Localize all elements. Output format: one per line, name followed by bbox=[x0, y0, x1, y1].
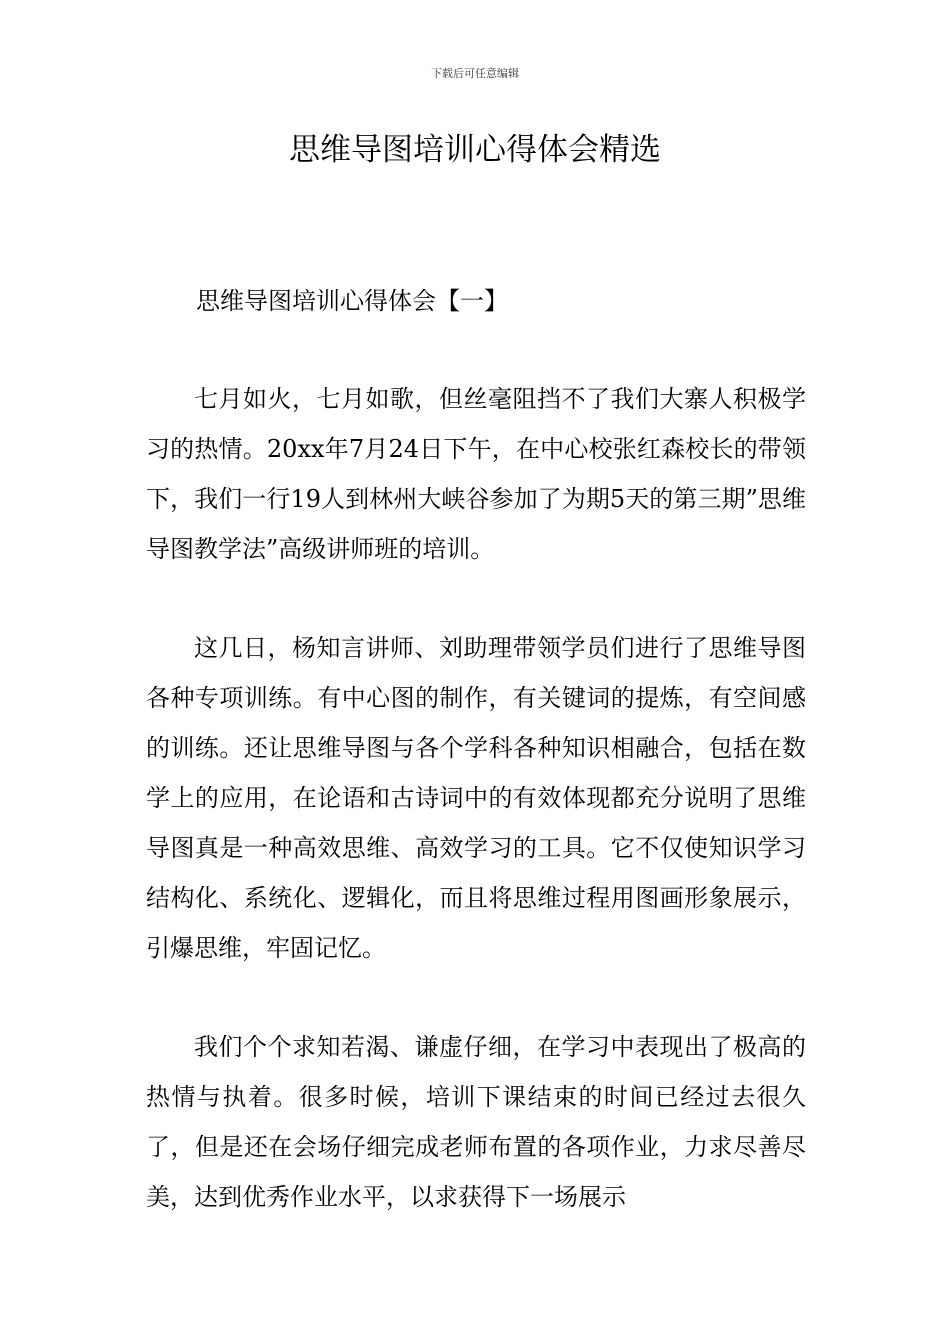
body-paragraph: 我们个个求知若渴、谦虚仔细，在学习中表现出了极高的热情与执着。很多时候，培训下课结束的时间已经过去很久了，但是还在会场仔细完成老师布置的各项作业，力求尽善尽美，达到优秀作业水平，以求获得下一场展示 bbox=[146, 1033, 806, 1211]
document-title: 思维导图培训心得体会精选 bbox=[289, 132, 661, 168]
header-note: 下载后可任意编辑 bbox=[431, 67, 519, 80]
body-paragraph: 七月如火，七月如歌，但丝毫阻挡不了我们大寨人积极学习的热情。20xx年7月24日下午，在中心校张红森校长的带领下，我们一行19人到林州大峡谷参加了为期5天的第三期”思维导图教学法”高级讲师班的培训。 bbox=[146, 385, 806, 563]
section-heading: 思维导图培训心得体会【一】 bbox=[196, 287, 508, 315]
body-paragraph: 这几日，杨知言讲师、刘助理带领学员们进行了思维导图各种专项训练。有中心图的制作，有关键词的提炼，有空间感的训练。还让思维导图与各个学科各种知识相融合，包括在数学上的应用，在论语和古诗词中的有效体现都充分说明了思维导图真是一种高效思维、高效学习的工具。它不仅使知识学习结构化、系统化、逻辑化，而且将思维过程用图画形象展示，引爆思维，牢固记忆。 bbox=[146, 634, 806, 962]
